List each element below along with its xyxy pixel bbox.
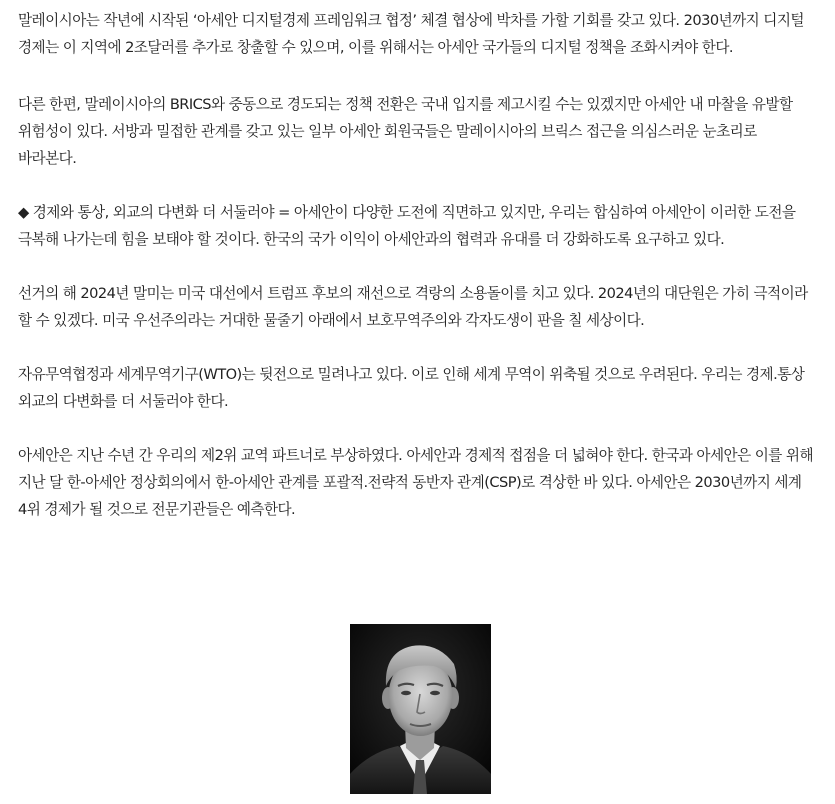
- paragraph-4: 선거의 해 2024년 말미는 미국 대선에서 트럼프 후보의 재선으로 격랑의 소용돌이를 치고 있다. 2024년의 대단원은 가히 극적이라 할 수 있겠다. 미국 우선주의라는 거대한 물줄기 아래에서 보호무역주의와 각자도생이 판을 칠 세상이다.: [18, 285, 808, 329]
- author-portrait-photo: [350, 624, 491, 794]
- paragraph-2: 다른 한편, 말레이시아의 BRICS와 중동으로 경도되는 정책 전환은 국내 입지를 제고시킬 수는 있겠지만 아세안 내 마찰을 유발할 위험성이 있다. 서방과 밀접한 관계를 갖고 있는 일부 아세안 회원국들은 말레이시아의 브릭스 접근을 의심스러운 눈초리로 바라본다.: [18, 96, 793, 167]
- portrait-photo-icon: [350, 624, 491, 794]
- article-body: [18, 7, 818, 553]
- paragraph-5: 자유무역협정과 세계무역기구(WTO)는 뒷전으로 밀려나고 있다. 이로 인해 세계 무역이 위축될 것으로 우려된다. 우리는 경제.통상 외교의 다변화를 더 서둘러야 한다.: [18, 366, 805, 410]
- paragraph-3: ◆ 경제와 통상, 외교의 다변화 더 서둘러야 = 아세안이 다양한 도전에 직면하고 있지만, 우리는 합심하여 아세안이 이러한 도전을 극복해 나가는데 힘을 보태야 할 것이다. 한국의 국가 이익이 아세안과의 협력과 유대를 더 강화하도록 요구하고 있다.: [18, 204, 796, 248]
- paragraph-1: 말레이시아는 작년에 시작된 ‘아세안 디지털경제 프레임워크 협정’ 체결 협상에 박차를 가할 기회를 갖고 있다. 2030년까지 디지털 경제는 이 지역에 2조달러를 추가로 창출할 수 있으며, 이를 위해서는 아세안 국가들의 디지털 정책을 조화시켜야 한다.: [18, 12, 804, 56]
- paragraph-6: 아세안은 지난 수년 간 우리의 제2위 교역 파트너로 부상하였다. 아세안과 경제적 접점을 더 넓혀야 한다. 한국과 아세안은 이를 위해 지난 달 한-아세안 정상회의에서 한-아세안 관계를 포괄적.전략적 동반자 관계(CSP)로 격상한 바 있다. 아세안은 2030년까지 세계 4위 경제가 될 것으로 전문기관들은 예측한다.: [18, 447, 813, 518]
